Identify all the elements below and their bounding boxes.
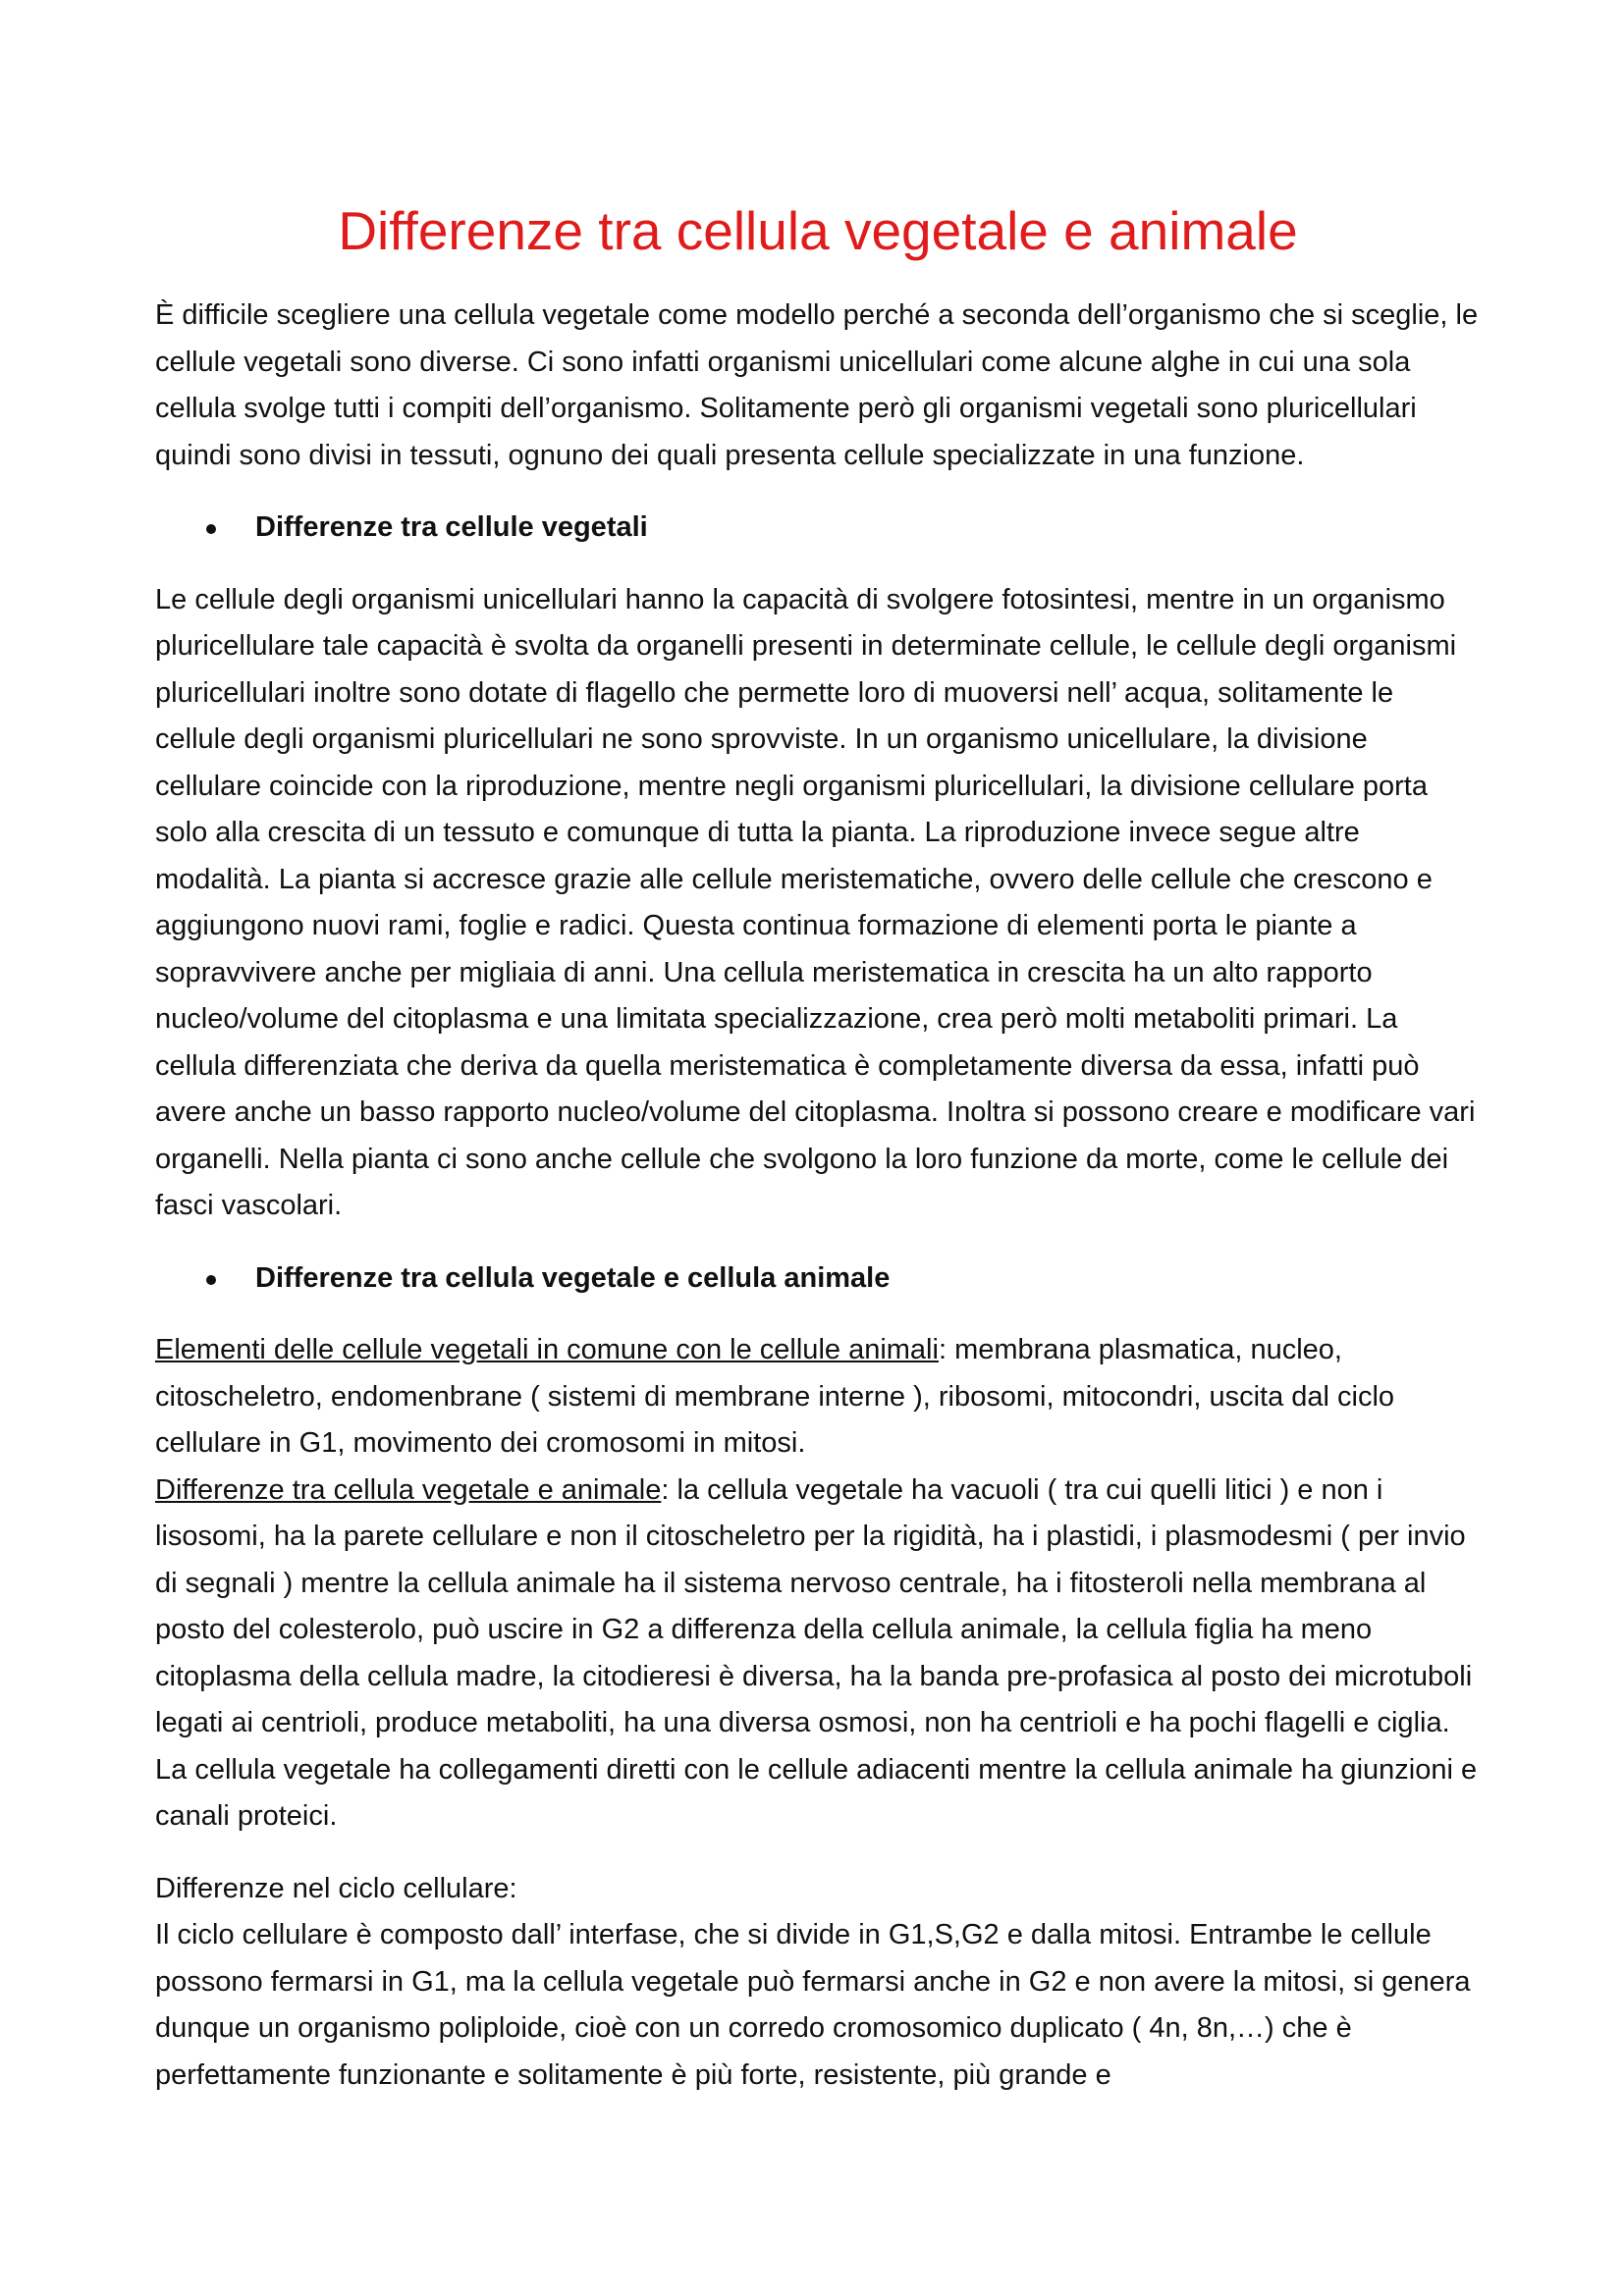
bullet-icon: [206, 524, 216, 534]
intro-paragraph: È difficile scegliere una cellula vegetale come modello perché a seconda dell’organismo che si sceglie, le cellule vegetali sono diverse. Ci sono infatti organismi unicellulari come alcune alghe in cui una sola cellula svolge tutti i compiti dell’organismo. Solitamente però gli organismi vegetali sono pluricellulari quindi sono divisi in tessuti, ognuno dei quali presenta cellule specializzate in una funzione.: [155, 299, 1479, 471]
common-elements-text: : membrana plasmatica, nucleo, citoscheletro, endomenbrane ( sistemi di membrane interne ), ribosomi, mitocondri, uscita dal ciclo cellulare in G1, movimento dei cromosomi in mitosi.: [155, 1334, 1395, 1459]
section-heading-vegetale-animale: [155, 1255, 1481, 1303]
common-elements-paragraph: [155, 1327, 1481, 1468]
cell-cycle-paragraph: Il ciclo cellulare è composto dall’ interfase, che si divide in G1,S,G2 e dalla mitosi. Entrambe le cellule possono fermarsi in G1, ma la cellula vegetale può fermarsi anche in G2 e non avere la mitosi, si genera dunque un organismo poliploide, cioè con un corredo cromosomico duplicato ( 4n, 8n,…) che è perfettamente funzionante e solitamente è più forte, resistente, più grande e: [155, 1919, 1471, 2091]
differences-text: : la cellula vegetale ha vacuoli ( tra cui quelli litici ) e non i lisosomi, ha la parete cellulare e non il citoscheletro per la rigidità, ha i plastidi, i plasmodesmi ( per invio di segnali ) mentre la cellula animale ha il sistema nervoso centrale, ha i fitosteroli nella membrana al posto del colesterolo, può uscire in G2 a differenza della cellula animale, la cellula figlia ha meno citoplasma della cellula madre, la citodieresi è diversa, ha la banda pre-profasica al posto dei microtuboli legati ai centrioli, produce metaboliti, ha una diversa osmosi, non ha centrioli e ha pochi flagelli e ciglia. La cellula vegetale ha collegamenti diretti con le cellule adiacenti mentre la cellula animale ha giunzioni e canali proteici.: [155, 1473, 1478, 1832]
bullet-icon: [206, 1275, 216, 1285]
section-heading-text: Differenze tra cellule vegetali: [255, 511, 648, 543]
differences-paragraph: [155, 1468, 1481, 1841]
page-title: Differenze tra cellula vegetale e animale: [338, 200, 1298, 261]
document-page: [155, 196, 1481, 2099]
section-heading-cellule-vegetali: [155, 505, 1481, 552]
common-elements-label: Elementi delle cellule vegetali in comune con le cellule animali: [155, 1334, 939, 1365]
section-heading-text: Differenze tra cellula vegetale e cellula animale: [255, 1261, 891, 1294]
section-paragraph-cellule-vegetali: Le cellule degli organismi unicellulari hanno la capacità di svolgere fotosintesi, mentre in un organismo pluricellulare tale capacità è svolta da organelli presenti in determinate cellule, le cellule degli organismi pluricellulari inoltre sono dotate di flagello che permette loro di muoversi nell’ acqua, solitamente le cellule degli organismi pluricellulari ne sono sprovviste. In un organismo unicellulare, la divisione cellulare coincide con la riproduzione, mentre negli organismi pluricellulari, la divisione cellulare porta solo alla crescita di un tessuto e comunque di tutta la pianta. La riproduzione invece segue altre modalità. La pianta si accresce grazie alle cellule meristematiche, ovvero delle cellule che crescono e aggiungono nuovi rami, foglie e radici. Questa continua formazione di elementi porta le piante a sopravvivere anche per migliaia di anni. Una cellula meristematica in crescita ha un alto rapporto nucleo/volume del citoplasma e una limitata specializzazione, crea però molti metaboliti primari. La cellula differenziata che deriva da quella meristematica è completamente diversa da essa, infatti può avere anche un basso rapporto nucleo/volume del citoplasma. Inoltra si possono creare e modificare vari organelli. Nella pianta ci sono anche cellule che svolgono la loro funzione da morte, come le cellule dei fasci vascolari.: [155, 583, 1476, 1221]
differences-label: Differenze tra cellula vegetale e animale: [155, 1473, 662, 1506]
cell-cycle-heading: Differenze nel ciclo cellulare:: [155, 1872, 517, 1904]
